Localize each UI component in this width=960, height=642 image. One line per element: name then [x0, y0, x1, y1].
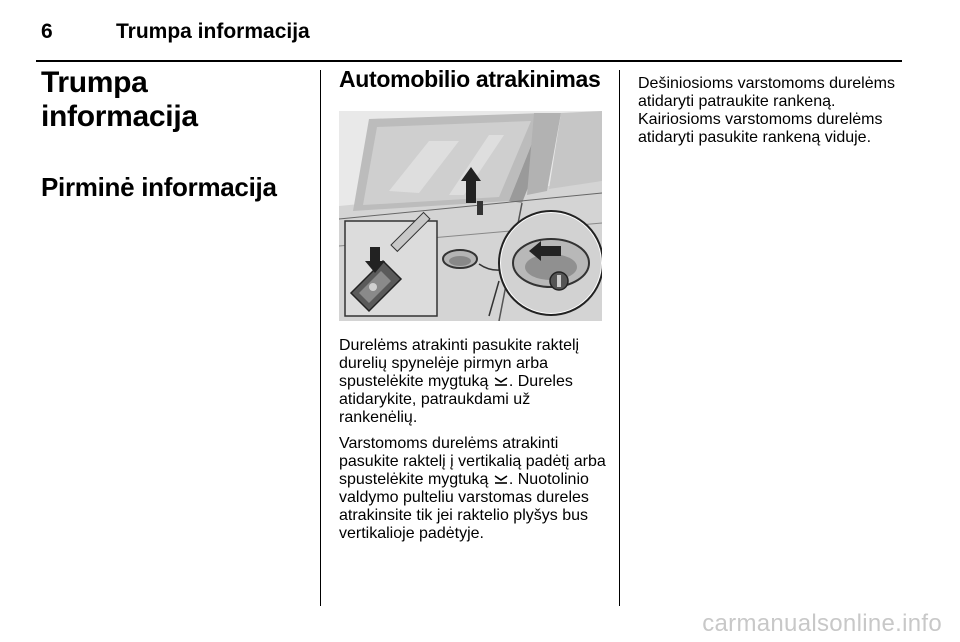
page-header	[36, 10, 902, 60]
column-2	[339, 66, 607, 542]
right-door-paragraph: Dešiniosioms varstomoms durelėms atidaryti patraukite rankeną.	[638, 75, 895, 110]
unlock-text-2b: . Nuotolinio valdymo pulteliu varstomas dureles atrakinsite tik jei raktelio plyšys bus vertikalioje padėtyje.	[339, 471, 589, 542]
left-door-paragraph: Kairiosioms varstomoms durelėms atidaryti pasukite rankeną viduje.	[638, 111, 883, 146]
column-divider-1	[320, 70, 321, 606]
column-3	[638, 75, 906, 147]
unlock-text-1b: . Dureles atidarykite, patraukdami už rankenėlių.	[339, 373, 573, 426]
subsection-title: Pirminė informacija	[41, 172, 277, 202]
unlock-paragraph-1	[339, 337, 607, 427]
column-divider-2	[619, 70, 620, 606]
unlock-text-1a: Durelėms atrakinti pasukite raktelį durelių spynelėje pirmyn arba spustelėkite mygtuką	[339, 337, 580, 390]
unlock-text-2a: Varstomoms durelėms atrakinti pasukite raktelį į vertikalią padėtį arba spustelėkite mygtuką	[339, 435, 606, 488]
column-2-text	[339, 337, 607, 551]
header-rule	[36, 60, 902, 62]
watermark: carmanualsonline.info	[702, 610, 942, 637]
remote-unlock-icon	[494, 473, 508, 485]
running-title: Trumpa informacija	[116, 20, 310, 43]
page-number: 6	[41, 20, 53, 43]
section-title: Trumpa informacija	[41, 66, 198, 133]
remote-unlock-icon	[494, 375, 508, 387]
door-unlock-illustration	[339, 111, 602, 321]
column-1	[41, 66, 311, 203]
unlocking-heading: Automobilio atrakinimas	[339, 66, 601, 92]
unlock-paragraph-2	[339, 435, 607, 543]
